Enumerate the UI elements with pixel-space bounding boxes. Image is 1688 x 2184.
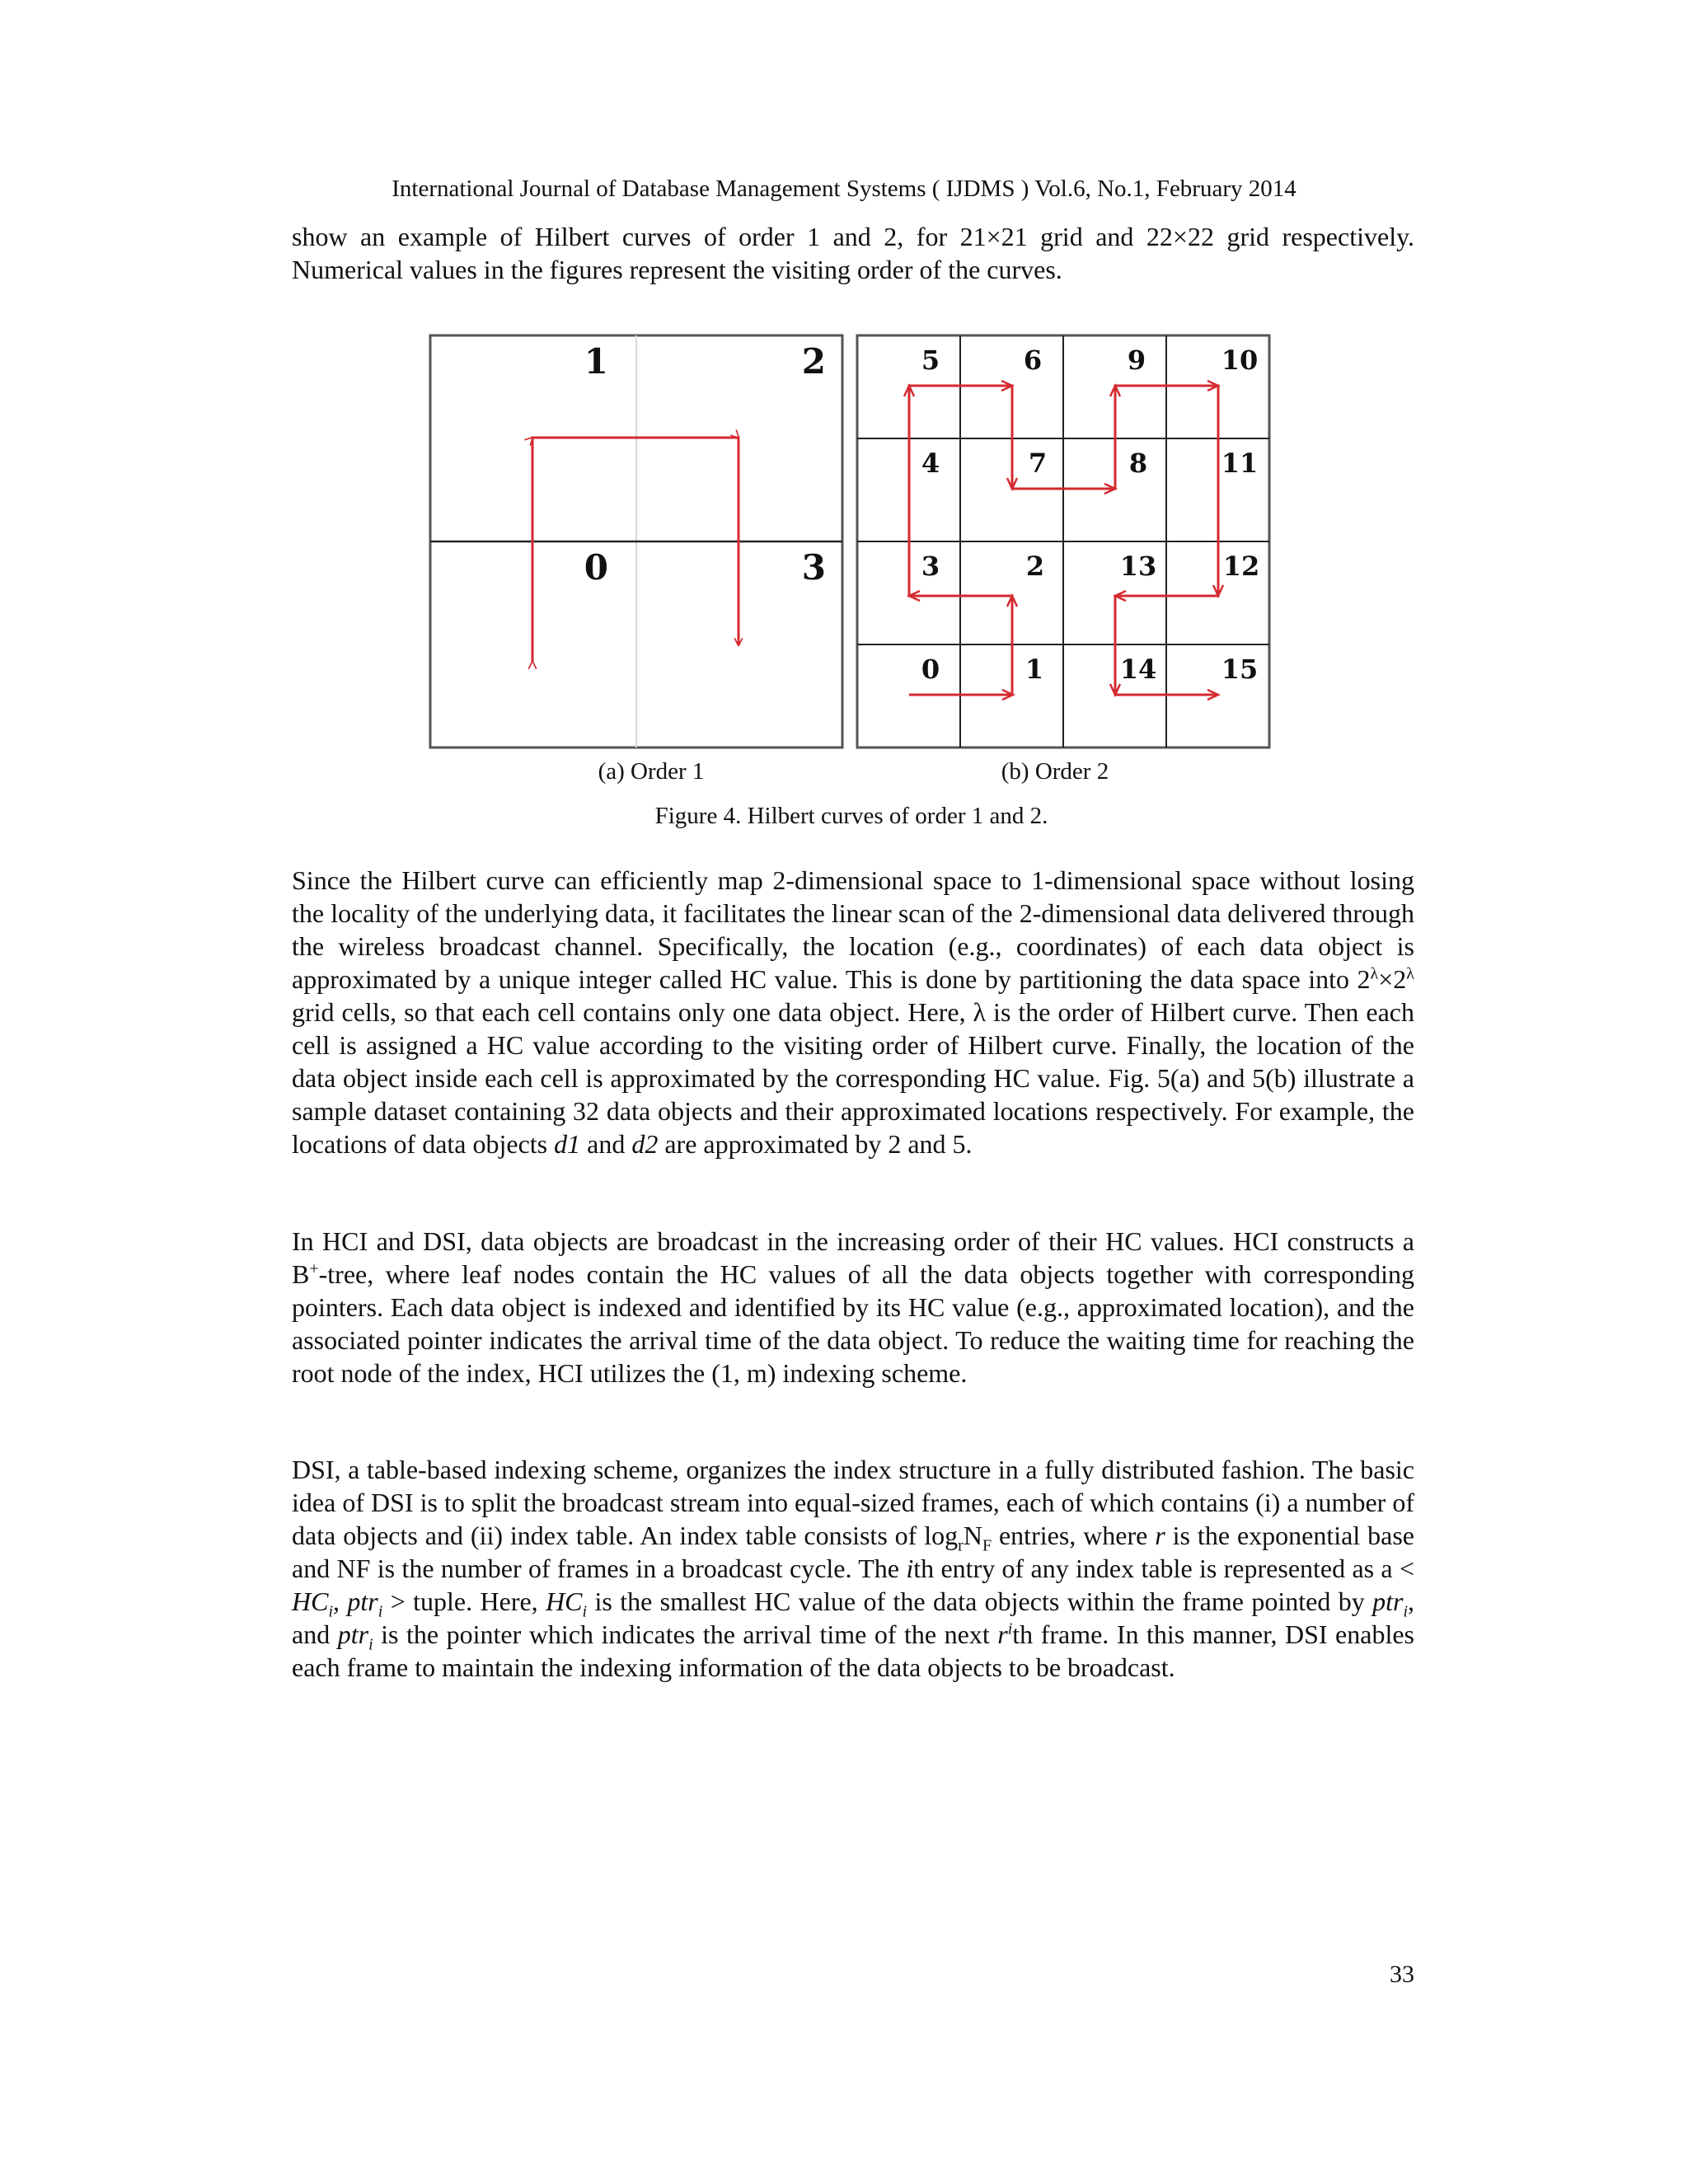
figure-caption: Figure 4. Hilbert curves of order 1 and 2. bbox=[654, 803, 1048, 829]
cell-label-a-2: 2 bbox=[801, 341, 826, 382]
cell-label-b-1: 1 bbox=[1025, 654, 1044, 685]
paragraph-hci: In HCI and DSI, data objects are broadcast in the increasing order of their HC values. HCI constructs a B+-tree, where leaf nodes contain the HC values of all the data objects together with corresponding pointers. Each data object is indexed and identified by its HC value (e.g., approximated location), and the associated pointer indicates the arrival time of the data object. To reduce the waiting time for reaching the root node of the index, HCI utilizes the (1, m) indexing scheme. bbox=[292, 1226, 1414, 1388]
cell-label-b-7: 7 bbox=[1028, 448, 1048, 479]
cell-label-b-10: 10 bbox=[1221, 344, 1259, 376]
panel-a-order-1 bbox=[430, 335, 842, 748]
cell-label-b-4: 4 bbox=[921, 448, 940, 479]
hilbert-figure bbox=[427, 332, 1273, 752]
cell-label-b-8: 8 bbox=[1128, 448, 1148, 479]
paragraph-hilbert-mapping: Since the Hilbert curve can efficiently map 2-dimensional space to 1-dimensional space without losing the locality of the underlying data, it facilitates the linear scan of the 2-dimensional data delivered through the wireless broadcast channel. Specifically, the location (e.g., coordinates) of each data object is approximated by a unique integer called HC value. This is done by partitioning the data space into $2^\lambda\times 2^\lambda$ grid cells, so that each cell contains only one data object. Here, λ is the order of Hilbert curve. Then each cell is assigned a HC value according to the visiting order of Hilbert curve. Finally, the location of the data object inside each cell is approximated by the corresponding HC value. Fig. 5(a) and 5(b) illustrate a sample dataset containing 32 data objects and their approximated locations respectively. For example, the locations of data objects d1 and d2 are approximated by 2 and 5. bbox=[292, 865, 1414, 1159]
cell-label-a-3: 3 bbox=[801, 547, 826, 588]
journal-header: International Journal of Database Management Systems ( IJDMS ) Vol.6, No.1, February 2014 bbox=[392, 176, 1296, 202]
cell-label-b-13: 13 bbox=[1119, 551, 1157, 582]
cell-label-b-5: 5 bbox=[921, 344, 940, 376]
paragraph-dsi: DSI, a table-based indexing scheme, organizes the index structure in a fully distributed fashion. The basic idea of DSI is to split the broadcast stream into equal-sized frames, each of which contains (i) a number of data objects and (ii) index table. An index table consists of $\log_rN_F$ entries, where r is the exponential base and NF is the number of frames in a broadcast cycle. The ith entry of any index table is represented as $a < HC_i$, ptr$_i$ > tuple. Here, $HC_i$ is the smallest HC value of the data objects within the frame pointed by ptr$_i$, and ptr$_i$ is the pointer which indicates the arrival time of the next $r^ith$ frame. In this manner, DSI enables each frame to maintain the indexing information of the data objects to be broadcast. bbox=[292, 1455, 1415, 1682]
cell-label-b-14: 14 bbox=[1119, 654, 1157, 685]
cell-label-b-12: 12 bbox=[1222, 551, 1260, 582]
cell-label-b-6: 6 bbox=[1023, 344, 1043, 376]
cell-label-b-0: 0 bbox=[921, 654, 940, 685]
cell-label-b-9: 9 bbox=[1127, 344, 1146, 376]
cell-label-a-0: 0 bbox=[584, 547, 608, 588]
caption-order-2: (b) Order 2 bbox=[1001, 758, 1109, 785]
cell-label-b-2: 2 bbox=[1025, 551, 1045, 582]
cell-label-b-11: 11 bbox=[1221, 448, 1259, 479]
intro-paragraph: show an example of Hilbert curves of order 1 and 2, for 21×21 grid and 22×22 grid respectively. Numerical values in the figures represent the visiting order of the curves. bbox=[292, 222, 1414, 284]
page-number: 33 bbox=[1390, 1961, 1414, 1988]
cell-label-a-1: 1 bbox=[584, 341, 608, 382]
caption-order-1: (a) Order 1 bbox=[598, 758, 705, 785]
cell-label-b-3: 3 bbox=[921, 551, 940, 582]
cell-label-b-15: 15 bbox=[1221, 654, 1259, 685]
panel-b-order-2 bbox=[857, 335, 1269, 748]
